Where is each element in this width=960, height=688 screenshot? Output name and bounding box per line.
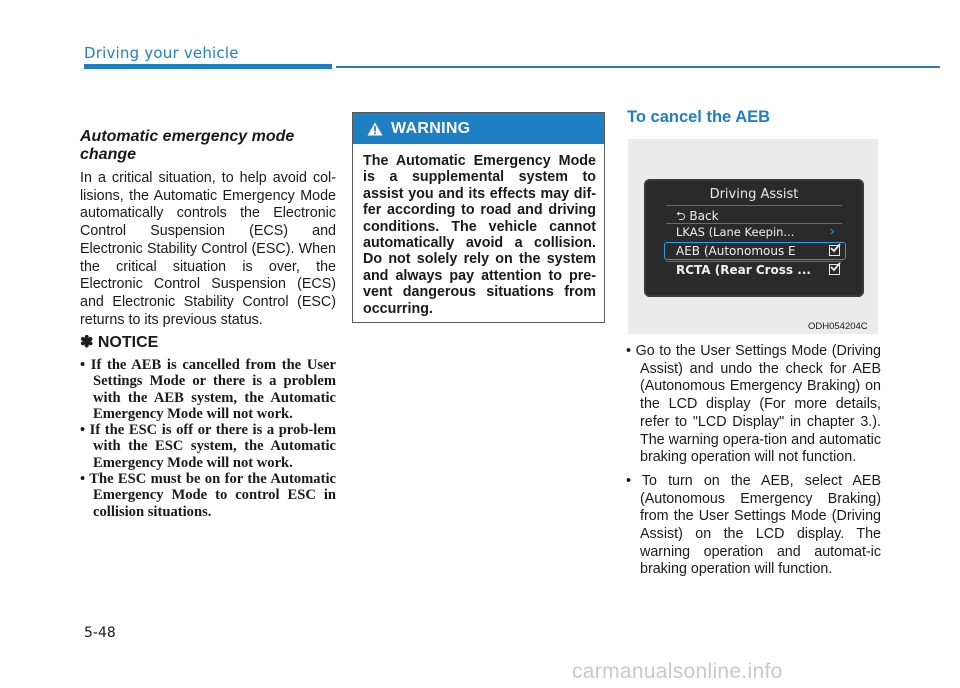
lcd-row-lkas: LKAS (Lane Keepin...	[676, 225, 795, 239]
notice-item: • If the AEB is cancelled from the User Settings Mode or there is a problem with the AEB system, the Automatic Emergency Mode will not work.	[80, 357, 336, 422]
notice-list	[80, 357, 336, 520]
heading-cancel-aeb: To cancel the AEB	[627, 108, 771, 126]
warning-body: The Automatic Emergency Mode is a supplemental system to assist you and its effects may dif-fer according to road and driving conditions. The vehicle cannot automatically avoid a collision. Do not solely rely on the system and always pay attention to pre-vent dangerous situations from occurring.	[363, 153, 596, 317]
lcd-divider	[666, 261, 842, 262]
watermark: carmanualsonline.info	[572, 660, 783, 683]
warning-box	[352, 112, 605, 323]
notice-item: • The ESC must be on for the Automatic Emergency Mode to control ESC in collision situations.	[80, 471, 336, 520]
lcd-row-back: ⮌ Back	[676, 209, 719, 223]
header-rule-thick	[84, 64, 332, 69]
warning-title: WARNING	[391, 119, 471, 137]
notice-item: • If the ESC is off or there is a prob-lem with the ESC system, the Automatic Emergency Mode will not work.	[80, 422, 336, 471]
list-item: • Go to the User Settings Mode (Driving Assist) and undo the check for AEB (Autonomous Emergency Braking) on the LCD display (For more details, refer to "LCD Display" in chapter 3.). The warning opera-tion and automatic braking operation will not function.	[626, 343, 881, 466]
page-number: 5-48	[84, 625, 116, 641]
lcd-row-aeb: AEB (Autonomous E	[676, 244, 796, 258]
notice-title: ✽ NOTICE	[80, 334, 159, 351]
lcd-divider	[666, 223, 842, 224]
lcd-display	[644, 179, 864, 297]
lcd-title: Driving Assist	[709, 187, 799, 202]
warning-triangle-icon	[367, 122, 383, 136]
paragraph-emergency-mode: In a critical situation, to help avoid col-lisions, the Automatic Emergency Mode automatically controls the Electronic Control Suspension (ECS) and Electronic Stability Control (ESC). When the critical situation is over, the Electronic Control Suspension (ECS) and Electronic Stability Control (ESC) returns to its previous status.	[80, 170, 336, 328]
list-item: • To turn on the AEB, select AEB (Autonomous Emergency Braking) from the User Settings Mode (Driving Assist) on the LCD display. The warning operation and automat-ic braking operation will function.	[626, 472, 881, 578]
cancel-aeb-steps	[626, 343, 881, 585]
lcd-divider	[666, 205, 842, 206]
image-caption: ODH054204C	[808, 321, 868, 332]
header-rule-thin	[336, 66, 940, 68]
checkbox-checked-icon	[829, 264, 840, 275]
lcd-row-rcta: RCTA (Rear Cross ...	[676, 263, 811, 277]
checkbox-checked-icon	[829, 245, 840, 256]
heading-emergency-mode: Automatic emergency mode change	[80, 128, 295, 163]
warning-header	[353, 113, 604, 144]
section-title: Driving your vehicle	[84, 44, 239, 62]
chevron-right-icon: ›	[830, 223, 835, 238]
